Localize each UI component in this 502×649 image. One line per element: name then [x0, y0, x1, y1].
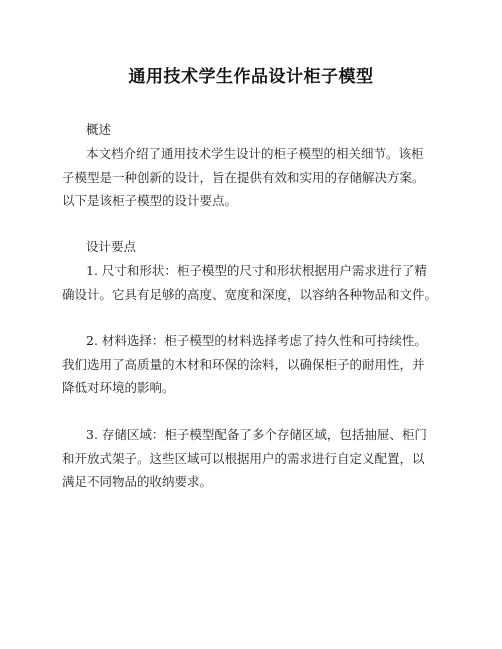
design-point-3	[62, 423, 458, 494]
paragraph-line: 2. 材料选择：柜子模型的材料选择考虑了持久性和可持续性。	[86, 333, 427, 348]
document-title: 通用技术学生作品设计柜子模型	[128, 67, 374, 87]
design-point-2	[62, 329, 458, 400]
paragraph-line: 子模型是一种创新的设计，旨在提供有效和实用的存储解决方案。	[62, 169, 425, 185]
section-heading-overview: 概述	[86, 122, 112, 137]
paragraph-line: 降低对环境的影响。	[62, 380, 175, 395]
paragraph-line: 1. 尺寸和形状：柜子模型的尺寸和形状根据用户需求进行了精	[86, 263, 427, 278]
overview-paragraph	[62, 142, 458, 213]
section-heading-design-points: 设计要点	[86, 239, 137, 254]
paragraph-line: 本文档介绍了通用技术学生设计的柜子模型的相关细节。该柜	[86, 146, 424, 161]
paragraph-line: 和开放式架子。这些区域可以根据用户的需求进行自定义配置，以	[62, 450, 425, 466]
paragraph-line: 确设计。它具有足够的高度、宽度和深度，以容纳各种物品和文件。	[62, 286, 438, 302]
design-point-1	[62, 259, 458, 306]
paragraph-line: 我们选用了高质量的木材和环保的涂料，以确保柜子的耐用性，并	[62, 356, 425, 372]
paragraph-line: 满足不同物品的收纳要求。	[62, 474, 213, 489]
paragraph-line: 以下是该柜子模型的设计要点。	[62, 193, 238, 208]
paragraph-line: 3. 存储区域：柜子模型配备了多个存储区域，包括抽屉、柜门	[86, 427, 427, 442]
